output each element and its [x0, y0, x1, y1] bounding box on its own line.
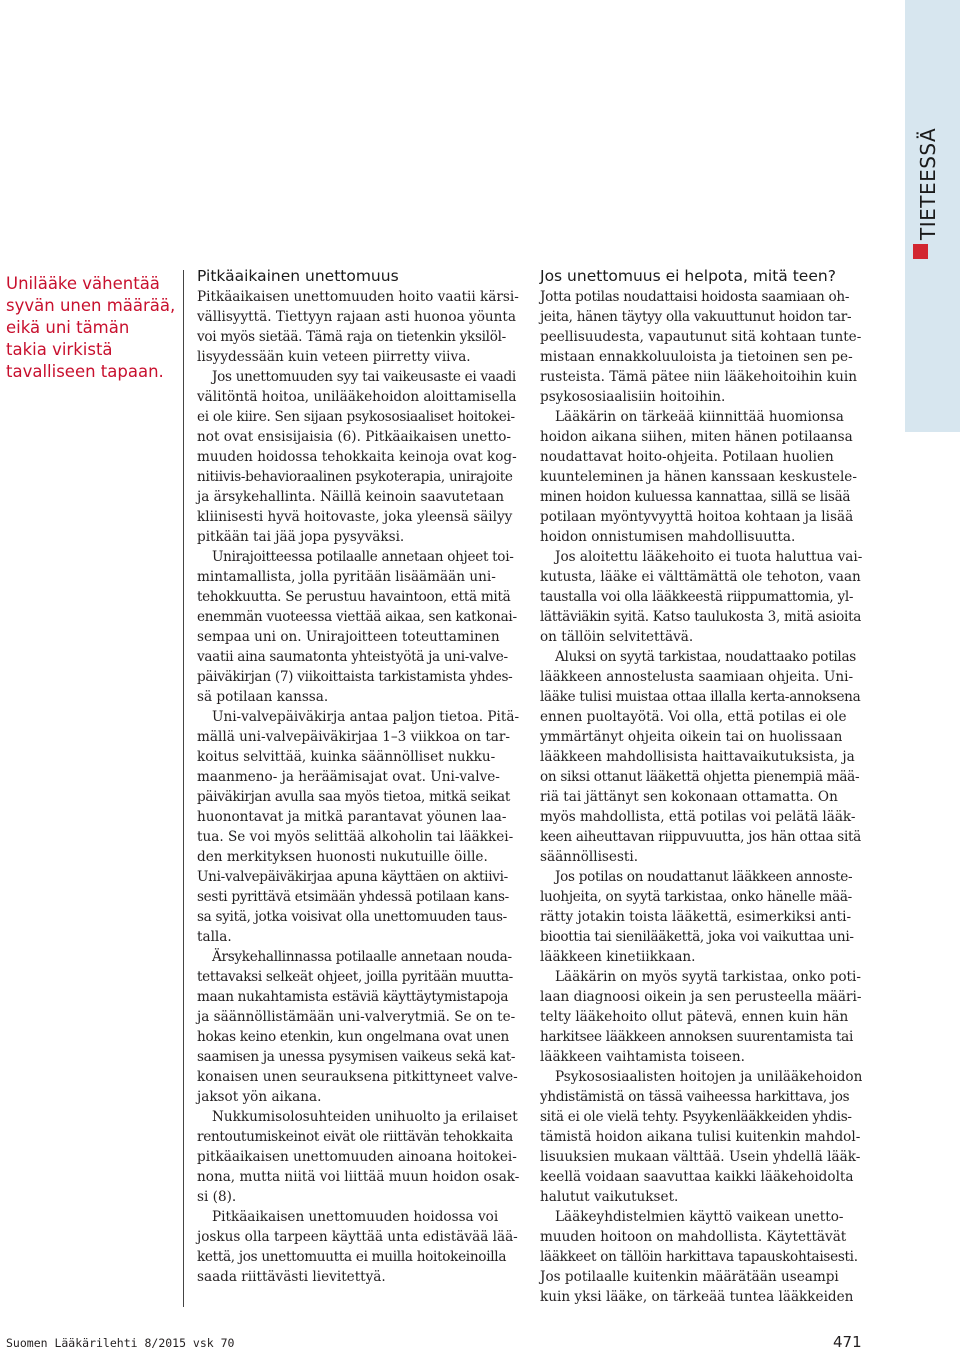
text-line: taustalla voi olla lääkkeestä riippumattomia, yl- — [540, 589, 854, 605]
text-line: Lääkärin on myös syytä tarkistaa, onko poti- — [555, 969, 861, 985]
pullquote-line: Unilääke vähentää — [6, 274, 160, 293]
text-line: enemmän vuoteessa viettää aikaa, sen katkonai- — [197, 609, 517, 625]
text-line: keellä voidaan saavuttaa kaikki lääkehoidolta — [540, 1169, 854, 1185]
text-line: lisyydessään kuin veteen piirretty viiva. — [197, 349, 471, 365]
text-line: välitöntä hoitoa, unilääkehoidon aloittamisella — [197, 389, 517, 405]
text-line: huonontavat ja mitkä parantavat yöunen laa- — [197, 809, 507, 825]
section-tag — [904, 127, 960, 240]
text-line: kutusta, lääke ei välttämättä ole tehoton, vaan — [540, 569, 861, 585]
text-line: päiväkirjan avulla saa myös tietoa, mitkä seikat — [197, 789, 511, 805]
text-line: ymmärtänyt ohjeita oikein tai on huolissaan — [540, 729, 843, 745]
text-line: vaatii aina saumatonta yhteistyötä ja uni-valve- — [197, 649, 508, 665]
text-line: maanmeno- ja heräämisajat ovat. Uni-valve- — [197, 769, 500, 785]
left-column — [197, 266, 519, 1287]
text-line: myös mahdollista, että potilas voi pelätä lääk- — [540, 809, 856, 825]
text-line: tämistä hoidon aikana tulisi kuitenkin mahdol- — [540, 1129, 861, 1145]
text-line: riä tai jättänyt sen kokonaan ottamatta. On — [540, 789, 838, 805]
text-line: Ärsykehallinnassa potilaalle annetaan nouda- — [212, 949, 512, 965]
text-line: lättäviäkin syitä. Katso taulukosta 3, mitä asioita — [540, 609, 862, 625]
text-line: noudattavat hoito-ohjeita. Potilaan huolien — [540, 449, 834, 465]
journal-footer: Suomen Lääkärilehti 8/2015 vsk 70 — [6, 1336, 235, 1350]
text-line: tua. Se voi myös selittää alkoholin tai lääkkei- — [197, 829, 514, 845]
text-line: muuden hoitoon on mahdollista. Käytettävät — [540, 1229, 847, 1245]
text-line: peellisuudesta, vapautunut sitä kohtaan tunte- — [540, 329, 862, 345]
text-line: lääkkeen mahdollisista haittavaikutuksista, ja — [540, 749, 855, 765]
text-line: muuden hoidossa tehokkaita keinoja ovat kog- — [197, 449, 517, 465]
text-line: ja säännöllistämään uni-valverytmiä. Se on te- — [197, 1009, 516, 1025]
text-line: sä potilaan kanssa. — [197, 689, 329, 705]
text-line: konaisen unen seurauksena pitkittyneet valve- — [197, 1069, 518, 1085]
text-line: jeita, hänen täytyy olla vakuuttunut hoidon tar- — [540, 309, 852, 325]
text-line: lääkkeen vaihtamista toiseen. — [540, 1049, 745, 1065]
text-line: kuin yksi lääke, on tärkeää tuntea lääkkeiden — [540, 1289, 854, 1305]
text-line: Uni-valvepäiväkirja antaa paljon tietoa. Pitä- — [212, 709, 520, 725]
text-line: telty lääkehoito ollut pätevä, ennen kuin hän — [540, 1009, 849, 1025]
text-line: sitä ei ole vielä tehty. Psyykenlääkkeiden yhdis- — [540, 1109, 852, 1125]
text-line: voi myös sietää. Tämä raja on tietenkin yksilöl- — [197, 329, 506, 345]
text-line: pitkäaikaisen unettomuuden ainoana hoitokei- — [197, 1149, 517, 1165]
text-line: lääkkeen annostelusta saamiaan ohjeita. Uni- — [540, 669, 854, 685]
column-divider — [183, 270, 184, 1307]
text-line: lääkkeet on tällöin harkittava tapauskohtaisesti. — [540, 1249, 858, 1265]
text-line: saamisen ja unessa pysymisen vaikeus sekä kat- — [197, 1049, 516, 1065]
section-heading: Jos unettomuus ei helpota, mitä teen? — [540, 267, 836, 285]
pullquote-line: takia virkistä — [6, 340, 113, 359]
text-line: lisuuksien mukaan välttää. Usein yhdellä lääk- — [540, 1149, 861, 1165]
text-line: Jos potilaalle kuitenkin määrätään useampi — [540, 1269, 839, 1285]
text-line: laan diagnoosi oikein ja sen perusteella määri- — [540, 989, 862, 1005]
text-line: sempaa uni on. Unirajoitteen toteuttaminen — [197, 629, 500, 645]
text-line: nitiivis-behavioraalinen psykoterapia, unirajoite — [197, 469, 513, 485]
text-line: minen hoidon kuluessa kannattaa, sillä se lisää — [540, 489, 851, 505]
text-line: koitus selvittää, kuinka säännölliset nukku- — [197, 749, 496, 765]
text-line: säännöllisesti. — [540, 849, 639, 865]
right-column-body — [540, 287, 862, 1307]
text-line: kuunteleminen ja hänen kanssaan keskustele- — [540, 469, 857, 485]
text-line: not ovat ensisijaisia (6). Pitkäaikaisen unetto- — [197, 429, 512, 445]
text-line: mällä uni-valvepäiväkirjaa 1–3 viikkoa on tar- — [197, 729, 510, 745]
text-line: tehokkuutta. Se perustuu havaintoon, että mitä — [197, 589, 511, 605]
text-line: lääkkeen kinetiikkaan. — [540, 949, 696, 965]
text-line: Aluksi on syytä tarkistaa, noudattaako potilas — [555, 649, 856, 665]
text-line: Nukkumisolosuhteiden unihuolto ja erilaiset — [212, 1109, 518, 1125]
text-line: hokas keino etenkin, kun ongelmana ovat unen — [197, 1029, 509, 1045]
section-tag-label: TIETEESSÄ — [916, 127, 940, 240]
pullquote-line: syvän unen määrää, — [6, 296, 176, 315]
text-line: Lääkeyhdistelmien käyttö vaikean unetto- — [555, 1209, 844, 1225]
text-line: den merkityksen huonosti nukutuille öille. — [197, 849, 488, 865]
right-column — [540, 266, 862, 1307]
text-line: Jotta potilas noudattaisi hoidosta saamiaan oh- — [540, 289, 850, 305]
text-line: rentoutumiskeinot eivät ole riittävän tehokkaita — [197, 1129, 513, 1145]
text-line: harkitsee lääkkeen annoksen suurentamista tai — [540, 1029, 853, 1045]
text-line: Psykososiaalisten hoitojen ja unilääkehoidon — [555, 1069, 863, 1085]
left-column-body — [197, 287, 519, 1287]
text-line: joskus olla tarpeen käyttää unta edistävää lää- — [197, 1229, 518, 1245]
pullquote-line: tavalliseen tapaan. — [6, 362, 164, 381]
text-line: maan nukahtamista estäviä käyttäytymistapoja — [197, 989, 509, 1005]
text-line: ennen puoltayötä. Voi olla, että potilas ei ole — [540, 709, 847, 725]
text-line: on tällöin selvitettävä. — [540, 629, 694, 645]
text-line: talla. — [197, 929, 232, 945]
pullquote — [6, 273, 176, 383]
text-line: Lääkärin on tärkeää kiinnittää huomionsa — [555, 409, 844, 425]
text-line: mistaan ennakkoluuloista ja tietoinen sen pe- — [540, 349, 853, 365]
text-line: Pitkäaikaisen unettomuuden hoito vaatii kärsi- — [197, 289, 519, 305]
text-line: bioottia tai sienilääkettä, joka voi vaikuttaa uni- — [540, 929, 854, 945]
text-line: kettä, jos unettomuutta ei muilla hoitokeinoilla — [197, 1249, 507, 1265]
pullquote-line: eikä uni tämän — [6, 318, 130, 337]
text-line: vällisyyttä. Tiettyyn rajaan asti huonoa yöunta — [197, 309, 516, 325]
text-line: saada riittävästi lievitettyä. — [197, 1269, 386, 1285]
text-line: hoidon onnistumisen mahdollisuutta. — [540, 529, 796, 545]
text-line: Pitkäaikaisen unettomuuden hoidossa voi — [212, 1209, 499, 1225]
text-line: si (8). — [197, 1189, 237, 1205]
text-line: on siksi ottanut lääkettä ohjetta pienempiä mää- — [540, 769, 860, 785]
text-line: halutut vaikutukset. — [540, 1189, 679, 1205]
text-line: pitkään tai jää jopa pysyväksi. — [197, 529, 405, 545]
text-line: sesti pyrittävä etsimään yhdessä potilaan kans- — [197, 889, 509, 905]
text-line: Jos potilas on noudattanut lääkkeen annoste- — [555, 869, 853, 885]
page-number: 471 — [833, 1333, 862, 1351]
text-line: Jos unettomuuden syy tai vaikeusaste ei vaadi — [212, 369, 516, 385]
text-line: nona, mutta niitä voi liittää muun hoidon osak- — [197, 1169, 520, 1185]
text-line: päiväkirjan (7) viikoittaista tarkistamista yhdes- — [197, 669, 513, 685]
text-line: rusteista. Tämä pätee niin lääkehoitoihin kuin — [540, 369, 857, 385]
text-line: rätty jotakin toista lääkettä, esimerkiksi anti- — [540, 909, 852, 925]
text-line: yhdistämistä on tässä vaiheessa harkittava, jos — [540, 1089, 850, 1105]
text-line: Uni-valvepäiväkirjaa apuna käyttäen on aktiivi- — [197, 869, 508, 885]
text-line: Unirajoitteessa potilaalle annetaan ohjeet toi- — [212, 549, 514, 565]
section-heading: Pitkäaikainen unettomuus — [197, 267, 399, 285]
text-line: Jos aloitettu lääkehoito ei tuota haluttua vai- — [555, 549, 863, 565]
text-line: keen aiheuttavan riippuvuutta, jos hän ottaa sitä — [540, 829, 861, 845]
text-line: psykososiaalisiin hoitoihin. — [540, 389, 726, 405]
text-line: sa syitä, jotka voisivat olla unettomuuden taus- — [197, 909, 507, 925]
text-line: potilaan myöntyvyyttä hoitoa kohtaan ja lisää — [540, 509, 854, 525]
text-line: luohjeita, on syytä tarkistaa, onko hänelle mää- — [540, 889, 852, 905]
text-line: tettavaksi selkeät ohjeet, joilla pyritään muutta- — [197, 969, 513, 985]
text-line: jaksot yön aikana. — [197, 1089, 322, 1105]
text-line: kliinisesti hyvä hoitovaste, joka yleensä säilyy — [197, 509, 513, 525]
text-line: hoidon aikana siihen, miten hänen potilaansa — [540, 429, 853, 445]
text-line: ei ole kiire. Sen sijaan psykososiaaliset hoitokei- — [197, 409, 515, 425]
section-tag-marker — [913, 244, 928, 259]
text-line: lääke tulisi muistaa ottaa illalla kerta-annoksena — [540, 689, 861, 705]
text-line: ja ärsykehallinta. Näillä keinoin saavutetaan — [197, 489, 505, 505]
text-line: mintamallista, jolla pyritään lisäämään uni- — [197, 569, 496, 585]
